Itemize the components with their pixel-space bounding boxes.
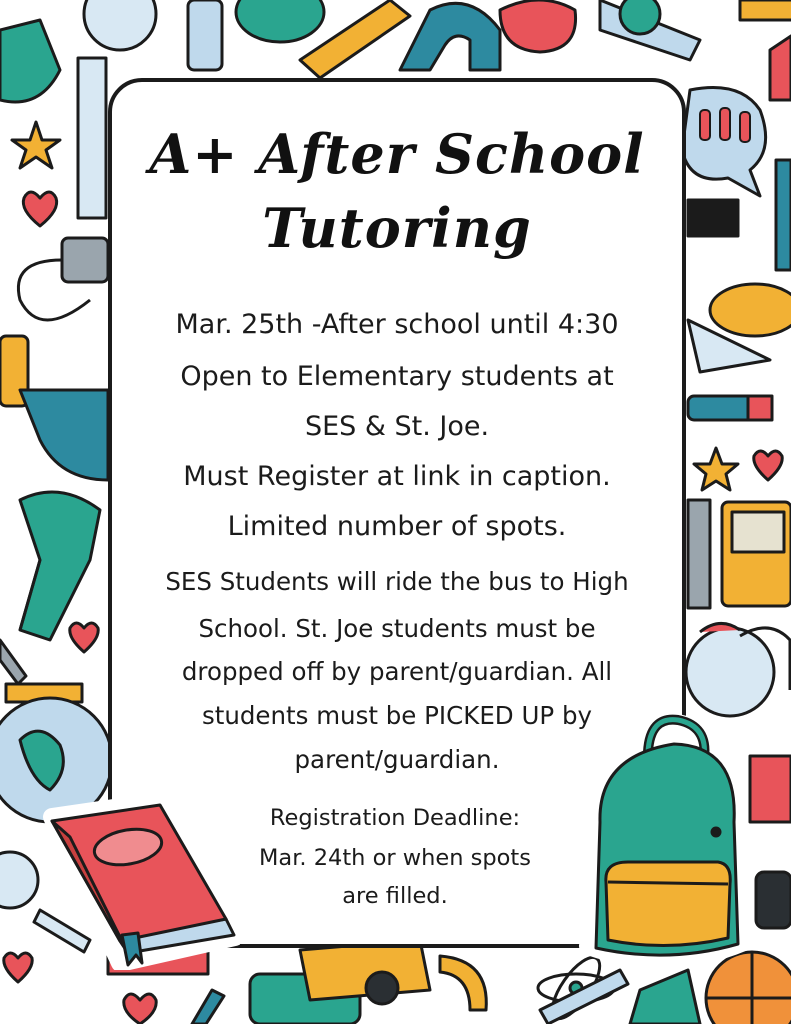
calculator-side-icon bbox=[776, 160, 791, 270]
title-line-2: Tutoring bbox=[262, 196, 532, 260]
magnet-icon bbox=[400, 3, 500, 70]
speech-bubble-icon bbox=[682, 88, 766, 197]
stapler-icon bbox=[688, 500, 710, 608]
heart-bottom-left-icon bbox=[4, 953, 32, 982]
ruler-top-icon bbox=[740, 0, 791, 20]
pencil-left-icon bbox=[0, 640, 26, 684]
backpack-sticker-icon bbox=[578, 712, 750, 970]
heart-small-icon bbox=[70, 623, 98, 652]
globe-top-icon bbox=[236, 0, 324, 42]
binoculars-icon bbox=[756, 872, 791, 928]
deadline-date: Mar. 24th or when spots bbox=[259, 845, 531, 871]
marker-icon bbox=[188, 0, 222, 70]
football-icon bbox=[710, 284, 791, 336]
beaker-icon bbox=[20, 492, 100, 640]
flask-bottom-icon bbox=[630, 970, 700, 1024]
schools-line: SES & St. Joe. bbox=[304, 411, 490, 442]
transport-line-4: students must be PICKED UP by bbox=[201, 701, 593, 730]
alarm-clock-icon bbox=[686, 628, 774, 716]
date-time-line: Mar. 25th -After school until 4:30 bbox=[175, 309, 619, 340]
star-icon bbox=[12, 122, 60, 168]
usb-drive-icon bbox=[62, 238, 108, 282]
transport-line-3: dropped off by parent/guardian. All bbox=[181, 657, 613, 686]
house-icon bbox=[770, 36, 791, 100]
binder-clip-icon bbox=[688, 200, 738, 236]
wheel-icon bbox=[366, 972, 398, 1004]
pen-bottom-icon bbox=[192, 990, 224, 1024]
apple-icon bbox=[500, 0, 576, 52]
eligibility-line: Open to Elementary students at bbox=[180, 361, 614, 392]
limited-spots-line: Limited number of spots. bbox=[227, 511, 567, 542]
flask-icon bbox=[0, 20, 60, 102]
star-right-icon bbox=[694, 448, 738, 490]
clock-icon bbox=[84, 0, 156, 50]
pencil-right-icon bbox=[750, 756, 791, 822]
heart-icon bbox=[23, 192, 56, 226]
deadline-heading: Registration Deadline: bbox=[269, 805, 521, 831]
book-sticker-icon bbox=[30, 795, 240, 970]
heart-bottom-icon bbox=[124, 994, 156, 1024]
register-line: Must Register at link in caption. bbox=[183, 461, 611, 492]
protractor-icon bbox=[20, 390, 108, 480]
transport-line-5: parent/guardian. bbox=[294, 745, 500, 774]
transport-line-1: SES Students will ride the bus to High bbox=[165, 567, 629, 596]
transport-line-2: School. St. Joe students must be bbox=[198, 614, 596, 643]
heart-right-icon bbox=[754, 451, 782, 480]
title-line-1: A+ After School bbox=[149, 122, 645, 186]
ruler-icon bbox=[78, 58, 106, 218]
deadline-note: are filled. bbox=[342, 883, 448, 909]
banana-icon bbox=[440, 956, 486, 1010]
exclamation-icon bbox=[700, 108, 750, 142]
